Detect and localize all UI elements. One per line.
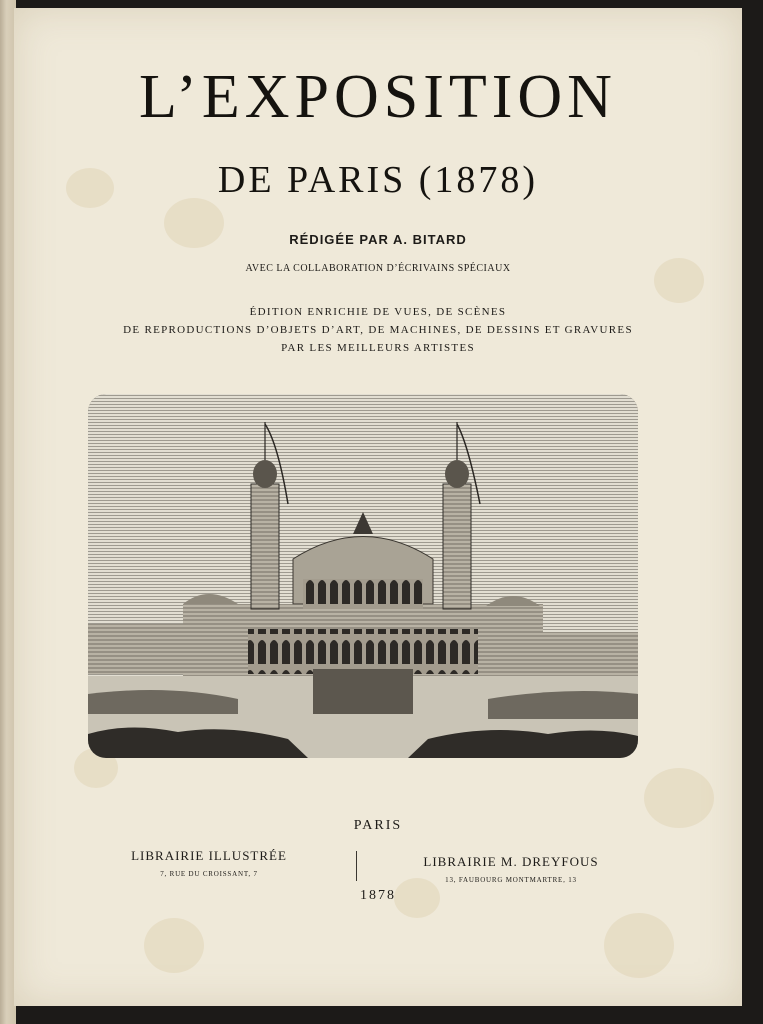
publisher-divider [356, 851, 357, 881]
publisher-right-address: 13, FAUBOURG MONTMARTRE, 13 [445, 876, 577, 884]
title-page [14, 8, 742, 1006]
rotunda-windows [303, 579, 423, 609]
edition-line-2: DE REPRODUCTIONS D’OBJETS D’ART, DE MACHINES, DE DESSINS ET GRAVURES [123, 324, 633, 336]
title-line-2: DE PARIS (1878) [217, 159, 539, 201]
engraving-illustration [88, 394, 638, 758]
collaboration-line: AVEC LA COLLABORATION D’ÉCRIVAINS SPÉCIAUX [245, 263, 511, 274]
imprint-year: 1878 [360, 888, 396, 903]
title-line-1: L’EXPOSITION [139, 63, 617, 131]
foxing-stain [144, 918, 204, 973]
publisher-left [110, 848, 308, 878]
edition-line-3: PAR LES MEILLEURS ARTISTES [281, 342, 475, 354]
left-tower [251, 484, 279, 609]
right-tower-dome [445, 460, 469, 488]
right-wing [538, 632, 638, 676]
foxing-stain [604, 913, 674, 978]
publisher-left-address: 7, RUE DU CROISSANT, 7 [160, 870, 258, 878]
imprint-city: PARIS [353, 818, 403, 833]
trocadero-engraving [88, 394, 638, 758]
author-line: RÉDIGÉE PAR A. BITARD [289, 232, 467, 247]
edition-line-1: ÉDITION ENRICHIE DE VUES, DE SCÈNES [249, 306, 507, 318]
left-wing [88, 624, 188, 674]
publisher-left-name: LIBRAIRIE ILLUSTRÉE [131, 848, 287, 863]
left-tower-dome [253, 460, 277, 488]
publisher-right-name: LIBRAIRIE M. DREYFOUS [423, 854, 599, 869]
arcade [248, 629, 478, 674]
right-tower [443, 484, 471, 609]
cascade-fountain [313, 669, 413, 714]
publisher-right [392, 854, 630, 884]
